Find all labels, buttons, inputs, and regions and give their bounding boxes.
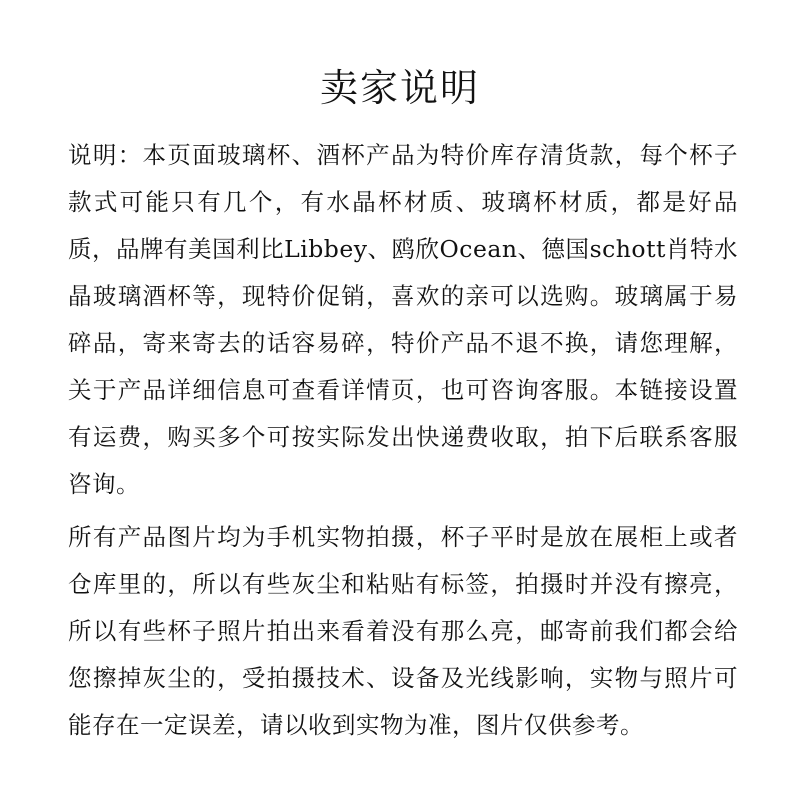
page-title: 卖家说明 <box>319 66 480 110</box>
notice-paragraph-2: 所有产品图片均为手机实物拍摄，杯子平时是放在展柜上或者仓库里的，所以有些灰尘和粘贴有标签，拍摄时并没有擦亮，所以有些杯子照片拍出来看着没有那么亮，邮寄前我们都会给您擦掉灰尘的，受拍摄技术、设备及光线影响，实物与照片可能存在一定误差，请以收到实物为准，图片仅供参考。 <box>68 523 738 739</box>
notice-paragraph-1: 说明：本页面玻璃杯、酒杯产品为特价库存清货款，每个杯子款式可能只有几个，有水晶杯材质、玻璃杯材质，都是好品质，品牌有美国利比Libbey、鸥欣Ocean、德国schott肖特水晶玻璃酒杯等，现特价促销，喜欢的亲可以选购。玻璃属于易碎品，寄来寄去的话容易碎，特价产品不退不换，请您理解，关于产品详细信息可查看详情页，也可咨询客服。本链接设置有运费，购买多个可按实际发出快递费收取，拍下后联系客服咨询。 <box>68 141 738 498</box>
